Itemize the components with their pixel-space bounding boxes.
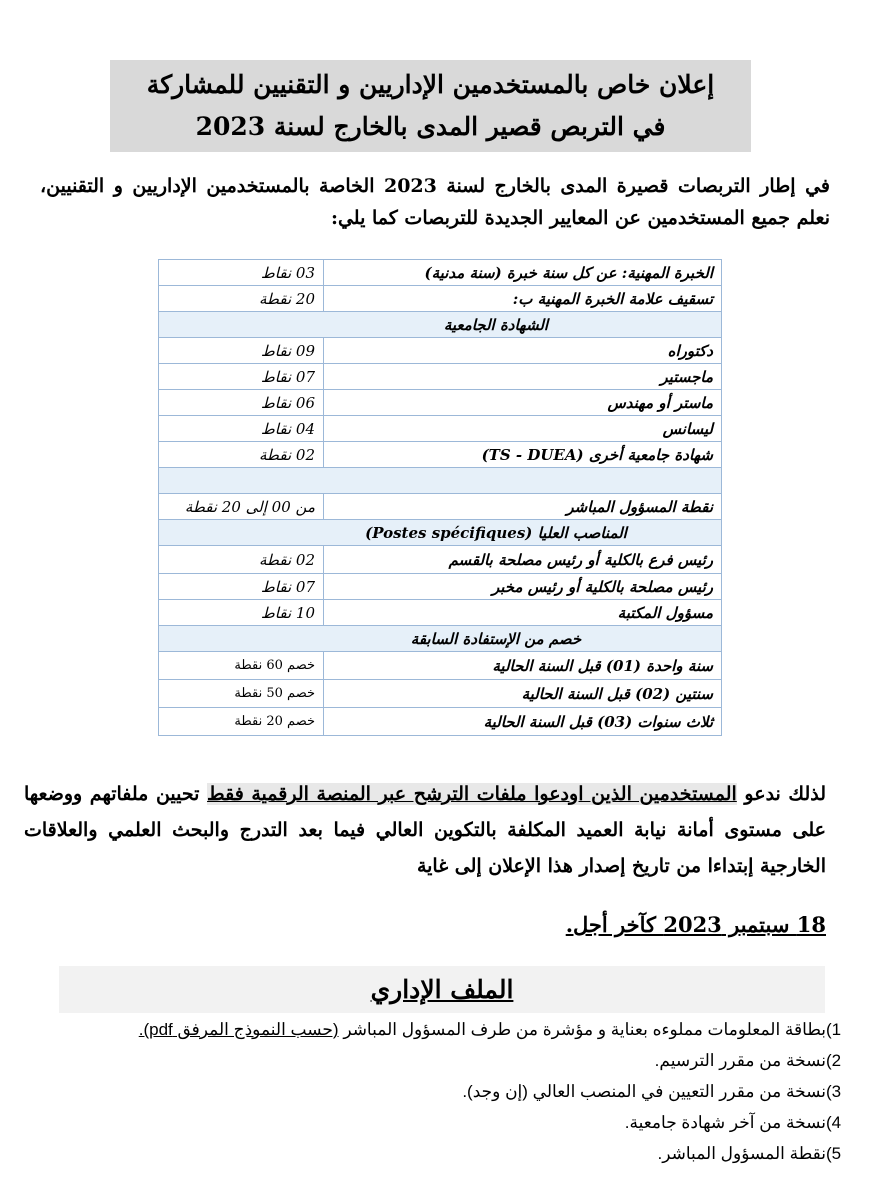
section-row xyxy=(159,626,722,652)
announcement-title xyxy=(110,60,751,152)
table-row xyxy=(159,652,722,680)
criteria-table xyxy=(158,259,722,736)
item-text: نقطة المسؤول المباشر. xyxy=(657,1144,826,1163)
list-item xyxy=(36,1076,856,1107)
administrative-file-heading: الملف الإداري xyxy=(59,966,825,1013)
empty-row xyxy=(159,468,722,494)
table-row xyxy=(159,680,722,708)
list-item xyxy=(36,1107,856,1138)
criterion-label: ماستر أو مهندس xyxy=(324,390,722,416)
criterion-label: نقطة المسؤول المباشر xyxy=(324,494,722,520)
item-text: نسخة من مقرر التعيين في المنصب العالي (إن وجد). xyxy=(462,1082,826,1101)
criterion-points: خصم 60 نقطة xyxy=(159,652,324,680)
table-row xyxy=(159,494,722,520)
criterion-points: خصم 50 نقطة xyxy=(159,680,324,708)
criterion-points: 07 نقاط xyxy=(159,574,324,600)
criterion-points: 07 نقاط xyxy=(159,364,324,390)
call-text-start: لذلك ندعو xyxy=(744,783,826,805)
criterion-points: 03 نقاط xyxy=(159,260,324,286)
item-number: 2) xyxy=(826,1051,842,1070)
table-row xyxy=(159,260,722,286)
criterion-label: دكتوراه xyxy=(324,338,722,364)
item-text: بطاقة المعلومات مملوءه بعناية و مؤشرة من طرف المسؤول المباشر (حسب النموذج المرفق pdf). xyxy=(138,1020,826,1039)
template-reference: (حسب النموذج المرفق pdf). xyxy=(138,1020,339,1039)
call-paragraph xyxy=(24,776,826,884)
item-number: 1) xyxy=(826,1020,842,1039)
list-item xyxy=(36,1138,856,1169)
criterion-label: الخبرة المهنية: عن كل سنة خبرة (سنة مدنية) xyxy=(324,260,722,286)
criterion-label: ثلاث سنوات (03) قبل السنة الحالية xyxy=(324,708,722,736)
criterion-label: شهادة جامعية أخرى (TS - DUEA) xyxy=(324,442,722,468)
table-row xyxy=(159,574,722,600)
table-row xyxy=(159,364,722,390)
criterion-points: 10 نقاط xyxy=(159,600,324,626)
item-number: 4) xyxy=(826,1113,842,1132)
table-row xyxy=(159,416,722,442)
title-line-1: إعلان خاص بالمستخدمين الإداريين و التقنيين للمشاركة xyxy=(146,70,715,99)
criterion-points: 06 نقاط xyxy=(159,390,324,416)
section-heading: الشهادة الجامعية xyxy=(159,312,722,338)
table-row xyxy=(159,708,722,736)
item-text: نسخة من مقرر الترسيم. xyxy=(654,1051,826,1070)
deadline-date: 18 سبتمبر 2023 كآخر أجل. xyxy=(565,912,826,937)
call-text-end: تحيين ملفاتهم ووضعها على مستوى أمانة نيابة العميد المكلفة بالتكوين العالي فيما بعد التدرج والبحث العلمي والعلاقات الخارجية إبتداءا من تاريخ إصدار هذا الإعلان إلى غاية xyxy=(24,783,826,877)
title-line-2: في التربص قصير المدى بالخارج لسنة 2023 xyxy=(195,112,666,141)
criterion-label: ماجستير xyxy=(324,364,722,390)
criterion-label: سنة واحدة (01) قبل السنة الحالية xyxy=(324,652,722,680)
criterion-label: سنتين (02) قبل السنة الحالية xyxy=(324,680,722,708)
criterion-points: 02 نقطة xyxy=(159,442,324,468)
item-number: 5) xyxy=(826,1144,842,1163)
table-row xyxy=(159,390,722,416)
criterion-points: 20 نقطة xyxy=(159,286,324,312)
criterion-points: خصم 20 نقطة xyxy=(159,708,324,736)
empty-cell xyxy=(159,468,722,494)
section-row xyxy=(159,312,722,338)
intro-paragraph: في إطار التربصات قصيرة المدى بالخارج لسنة 2023 الخاصة بالمستخدمين الإداريين و التقنيين، نعلم جميع المستخدمين عن المعايير الجديدة للتربصات كما يلي: xyxy=(40,175,830,229)
criterion-points: 09 نقاط xyxy=(159,338,324,364)
list-item xyxy=(36,1014,856,1045)
criterion-label: رئيس مصلحة بالكلية أو رئيس مخبر xyxy=(324,574,722,600)
table-row xyxy=(159,286,722,312)
documents-list xyxy=(36,1014,856,1169)
table-row xyxy=(159,338,722,364)
criterion-label: ليسانس xyxy=(324,416,722,442)
criterion-label: رئيس فرع بالكلية أو رئيس مصلحة بالقسم xyxy=(324,546,722,574)
section-heading: المناصب العليا (Postes spécifiques) xyxy=(159,520,722,546)
criterion-points: 02 نقطة xyxy=(159,546,324,574)
item-number: 3) xyxy=(826,1082,842,1101)
call-highlight: المستخدمين الذين اودعوا ملفات الترشح عبر المنصة الرقمية فقط xyxy=(207,783,737,805)
table-row xyxy=(159,546,722,574)
table-row xyxy=(159,442,722,468)
table-row xyxy=(159,600,722,626)
criterion-points: 04 نقاط xyxy=(159,416,324,442)
criterion-label: تسقيف علامة الخبرة المهنية ب: xyxy=(324,286,722,312)
list-item xyxy=(36,1045,856,1076)
criterion-label: مسؤول المكتبة xyxy=(324,600,722,626)
section-row xyxy=(159,520,722,546)
section-heading: خصم من الإستفادة السابقة xyxy=(159,626,722,652)
item-text: نسخة من آخر شهادة جامعية. xyxy=(624,1113,826,1132)
criterion-points: من 00 إلى 20 نقطة xyxy=(159,494,324,520)
